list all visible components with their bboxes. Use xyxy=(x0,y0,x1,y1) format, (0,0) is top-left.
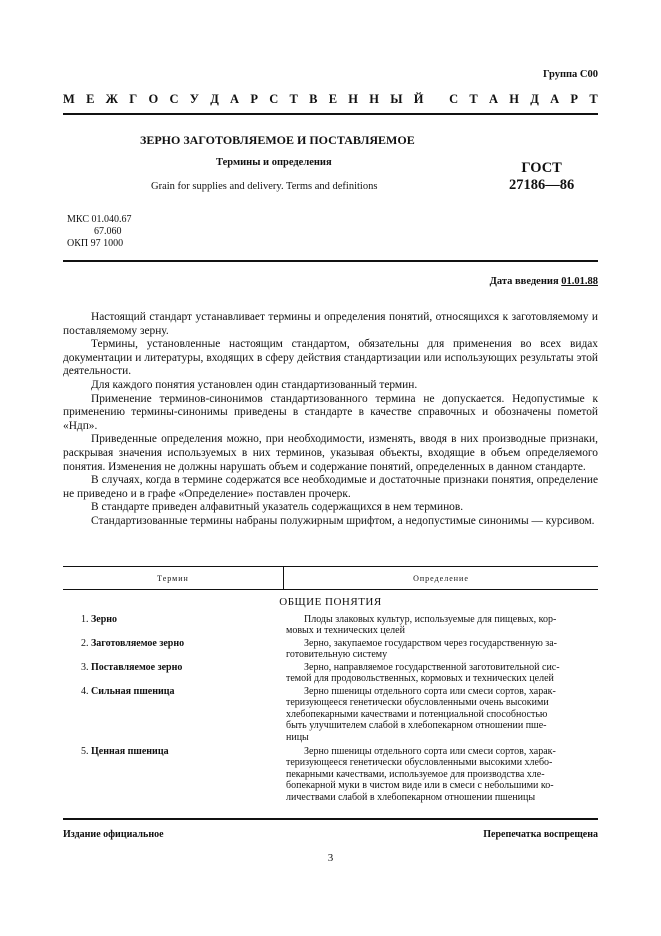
banner-letter: А xyxy=(550,92,560,106)
banner-letter: Ж xyxy=(105,92,119,106)
term-cell xyxy=(63,686,284,743)
term-cell xyxy=(63,638,284,661)
okp-code: ОКП 97 1000 xyxy=(67,238,124,249)
term-cell xyxy=(63,746,284,803)
definition-line: быть улучшителем слабой в хлебопекарном отношении пше- xyxy=(286,720,547,732)
paragraph: Приведенные определения можно, при необходимости, изменять, вводя в них производные признаки, раскрывая значения используемых в них терминов, указывая объекты, входящие в объем определяемого понятия. Изменения не должны нарушать объем и содержание понятий, определенных в данном стандарте. xyxy=(63,433,598,473)
definition-line: ницы xyxy=(286,731,309,743)
official-edition-note: Издание официальное xyxy=(63,829,164,840)
banner-letter: Г xyxy=(129,92,138,106)
page-number: 3 xyxy=(327,852,334,864)
definition-line: темой для продовольственных, кормовых и технических целей xyxy=(286,673,554,685)
definition-cell xyxy=(284,614,598,637)
paragraph: Для каждого понятия установлен один стандартизованный термин. xyxy=(91,378,418,391)
banner-letter xyxy=(435,92,438,107)
banner-letter: Е xyxy=(328,92,338,106)
definition-line: Зерно пшеницы отдельного сорта или смеси сортов, харак- xyxy=(304,746,556,757)
intro-date-value: 01.01.88 xyxy=(561,276,598,287)
banner-letter: Д xyxy=(210,92,219,106)
banner-letter: С xyxy=(169,92,179,106)
column-header-definition: Определение xyxy=(413,573,469,583)
gost-designation xyxy=(509,160,574,194)
table-row xyxy=(63,686,598,743)
table-row xyxy=(63,614,598,637)
banner-letter: В xyxy=(309,92,318,106)
footer-rule xyxy=(63,818,598,820)
definition-line: Плоды злаковых культур, используемые для пищевых, кор- xyxy=(304,614,557,625)
banner-letter: У xyxy=(189,92,199,106)
definition-line: готовительную систему xyxy=(286,649,388,661)
banner-letter: А xyxy=(489,92,499,106)
intro-date-label: Дата введения xyxy=(489,276,559,287)
banner-letter: Т xyxy=(289,92,298,106)
term-name: Зерно xyxy=(91,614,118,625)
definition-line: Зерно пшеницы отдельного сорта или смеси сортов, харак- xyxy=(304,686,556,697)
paragraph: Термины, установленные настоящим стандартом, обязательны для применения во всех видах документации и литературы, входящих в сферу действия стандартизации или использующих результаты этой деятельности. xyxy=(63,338,598,378)
paragraph: В случаях, когда в термине содержатся все необходимые и достаточные признаки понятия, определение не приведено и в графе «Определение» поставлен прочерк. xyxy=(63,474,598,500)
table-row xyxy=(63,638,598,661)
english-title: Grain for supplies and delivery. Terms and definitions xyxy=(151,181,378,192)
banner-letter: Ы xyxy=(390,92,403,106)
banner-letter: Т xyxy=(589,92,598,106)
banner-letter: Д xyxy=(530,92,539,106)
definition-cell xyxy=(284,662,598,685)
term-number: 3. xyxy=(81,662,91,673)
definition-line: пекарными качествами, используемое для производства хле- xyxy=(286,768,545,780)
banner-letter: Й xyxy=(413,92,424,106)
table-row xyxy=(63,662,598,685)
banner-letter: М xyxy=(63,92,75,106)
document-title: ЗЕРНО ЗАГОТОВЛЯЕМОЕ И ПОСТАВЛЯЕМОЕ xyxy=(140,133,415,147)
banner-letter: О xyxy=(148,92,159,106)
introduction-date xyxy=(490,276,598,287)
term-number: 5. xyxy=(81,746,91,757)
definition-line: Зерно, закупаемое государством через государственную за- xyxy=(304,638,558,649)
definition-cell xyxy=(284,746,598,803)
definition-line: теризующееся генетически обусловленными высокими хлебо- xyxy=(286,757,553,769)
definition-line: Зерно, направляемое государственной заготовительной сис- xyxy=(304,662,560,673)
term-name: Ценная пшеница xyxy=(91,746,169,757)
mks-code-1: МКС 01.040.67 xyxy=(67,214,132,225)
codes-rule xyxy=(63,260,598,262)
banner-letter: Н xyxy=(369,92,379,106)
preamble xyxy=(63,311,598,529)
standard-banner xyxy=(63,92,598,107)
banner-letter: Н xyxy=(348,92,359,106)
mks-code-2: 67.060 xyxy=(94,226,122,237)
paragraph: В стандарте приведен алфавитный указатель содержащихся в нем терминов. xyxy=(91,501,464,514)
classification-codes xyxy=(67,214,131,250)
term-cell xyxy=(63,662,284,685)
banner-letter: А xyxy=(230,92,240,106)
term-number: 2. xyxy=(81,638,91,649)
banner-letter: Р xyxy=(250,92,258,106)
banner-letter: С xyxy=(269,92,279,106)
paragraph: Применение терминов-синонимов стандартизованного термина не допускается. Недопустимые к применению термины-синонимы приведены в стандарте в качестве справочных и обозначены пометой «Ндп». xyxy=(63,392,598,432)
header-rule xyxy=(63,113,598,115)
term-name: Поставляемое зерно xyxy=(91,662,183,673)
document-subtitle: Термины и определения xyxy=(216,157,332,168)
banner-letter: Е xyxy=(86,92,95,106)
paragraph: Стандартизованные термины набраны полужирным шрифтом, а недопустимые синонимы — курсивом. xyxy=(91,514,595,527)
banner-letter: Т xyxy=(469,92,478,106)
term-number: 4. xyxy=(81,686,91,697)
banner-letter: Н xyxy=(509,92,520,106)
term-number: 1. xyxy=(81,614,91,625)
table-header xyxy=(63,566,598,590)
banner-letter: С xyxy=(449,92,459,106)
definition-line: теризующееся генетически обусловленными очень высокими xyxy=(286,697,549,709)
definition-cell xyxy=(284,638,598,661)
definition-line: хлебопекарными качествами и потенциальной способностью xyxy=(286,708,548,720)
definition-line: мовых и технических целей xyxy=(286,625,405,637)
definition-line: бопекарной муки в чистом виде или в смеси с небольшими ко- xyxy=(286,780,554,792)
term-name: Сильная пшеница xyxy=(91,686,175,697)
definition-line: личествами слабой в хлебопекарном отношении пшеницы xyxy=(286,791,536,803)
term-cell xyxy=(63,614,284,637)
table-row xyxy=(63,746,598,803)
group-code: Группа С00 xyxy=(542,69,598,80)
term-name: Заготовляемое зерно xyxy=(91,638,185,649)
paragraph: Настоящий стандарт устанавливает термины и определения понятий, относящихся к заготовляемому и поставляемому зерну. xyxy=(63,311,598,337)
column-header-term: Термин xyxy=(63,567,284,589)
section-heading: ОБЩИЕ ПОНЯТИЯ xyxy=(279,596,382,608)
gost-number: 27186—86 xyxy=(509,177,575,193)
reprint-prohibited-note: Перепечатка воспрещена xyxy=(483,829,598,840)
banner-letter: Р xyxy=(570,92,579,106)
gost-label: ГОСТ xyxy=(521,160,562,176)
definition-cell xyxy=(284,686,598,743)
